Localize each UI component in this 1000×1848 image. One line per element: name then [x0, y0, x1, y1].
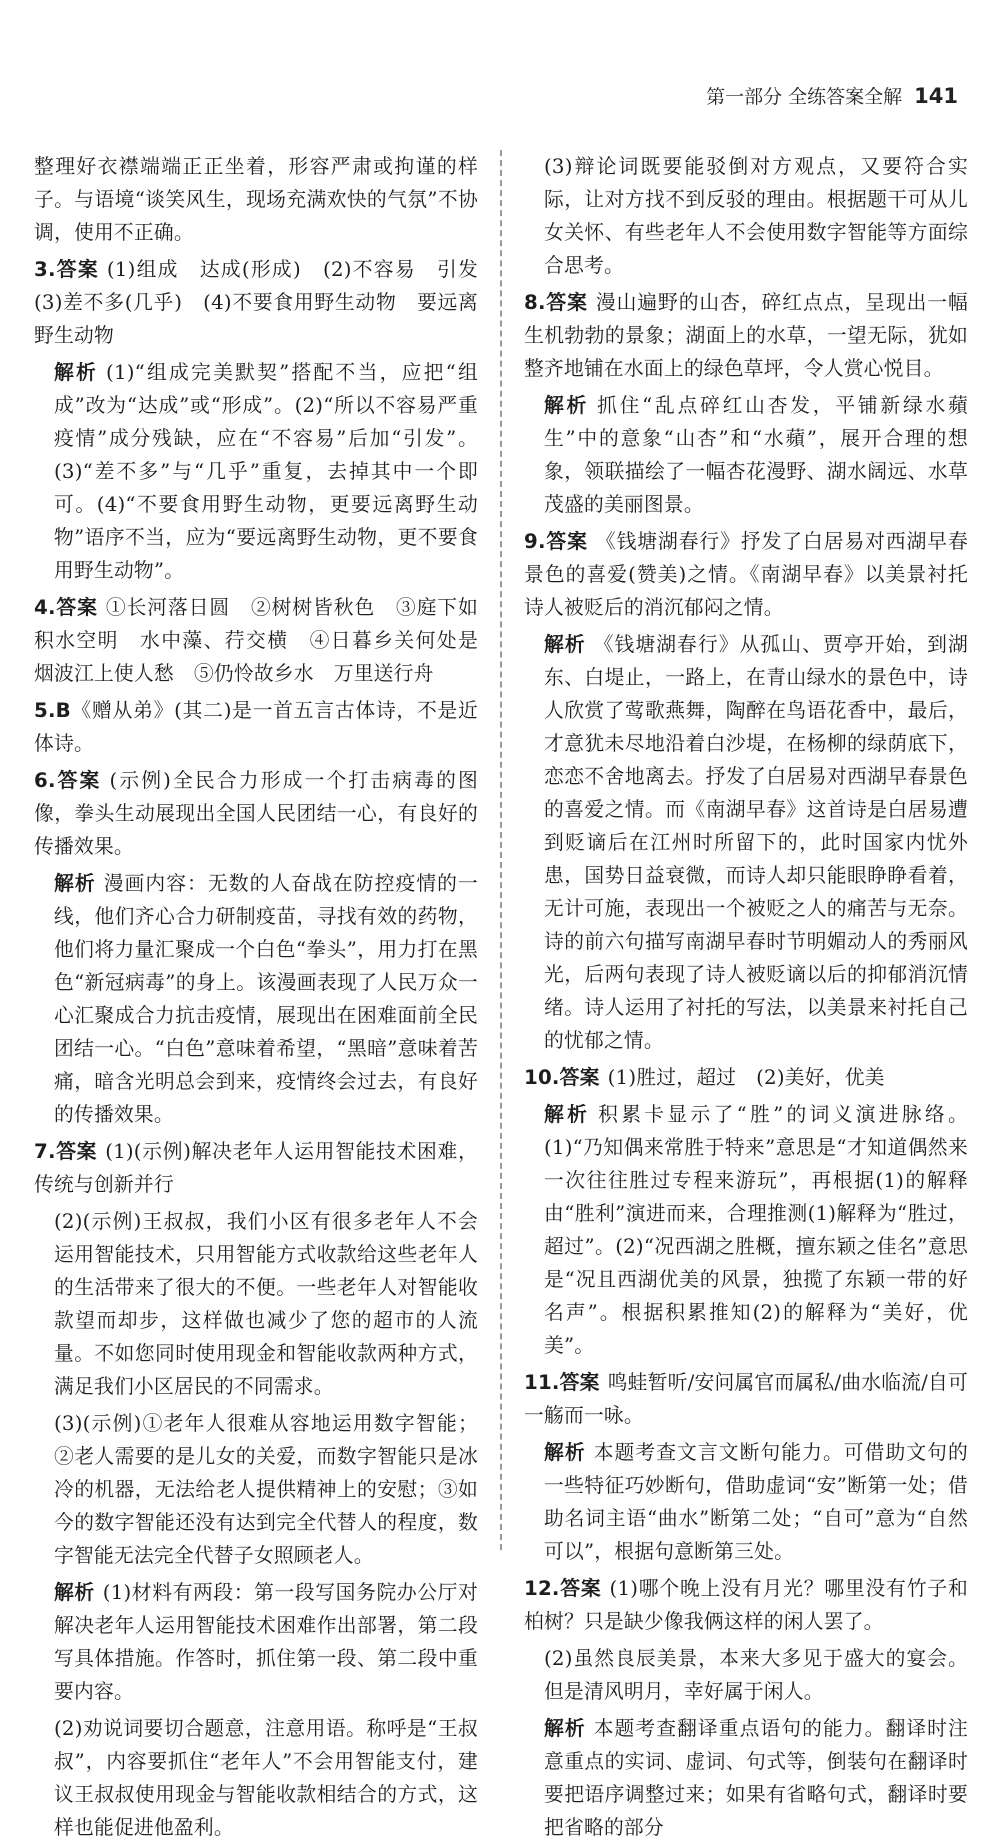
answer-label: 答案 — [559, 1371, 600, 1394]
answer-label: 答案 — [545, 530, 588, 553]
block-text: 积累卡显示了“胜”的词义演进脉络。(1)“乃知偶来常胜于特来”意思是“才知道偶然来一次往往胜过专程来游玩”，再根据(1)的解释由“胜利”演进而来，合理推测(1)解释为“胜过，超过”。(2)“况西湖之胜概，擅东颖之佳名”意思是“况且西湖优美的风景，独揽了东颖一带的好名声”。根据积累推知(2)的解释为“美好，优美”。 — [544, 1103, 968, 1357]
block-text: (1)材料有两段：第一段写国务院办公厅对解决老年人运用智能技术困难作出部署，第二段写具体措施。作答时，抓住第一段、第二段中重要内容。 — [54, 1581, 478, 1703]
block-text: (3)(示例)①老年人很难从容地运用数字智能；②老人需要的是儿女的关爱，而数字智能只是冰冷的机器，无法给老人提供精神上的安慰；③如今的数字智能还没有达到完全代替人的程度，数字智能无法完全代替子女照顾老人。 — [54, 1412, 478, 1567]
left-column — [34, 150, 498, 1848]
right-block-answer — [524, 1366, 968, 1432]
analysis-label: 解析 — [54, 1581, 95, 1604]
right-block-analysis — [524, 1098, 968, 1362]
analysis-label: 解析 — [54, 361, 99, 384]
answer-label: 答案 — [55, 258, 99, 281]
question-number: 7. — [34, 1140, 56, 1163]
right-block-analysis — [524, 1712, 968, 1844]
answer-label: 答案 — [559, 1066, 600, 1089]
left-block-para — [34, 1205, 478, 1403]
block-text: 整理好衣襟端端正正坐着，形容严肃或拘谨的样子。与语境“谈笑风生，现场充满欢快的气氛”不协调，使用不正确。 — [34, 155, 478, 244]
answer-label: 答案 — [559, 1577, 602, 1600]
block-text: 本题考查文言文断句能力。可借助文句的一些特征巧妙断句，借助虚词“安”断第一处；借助名词主语“曲水”断第二处；“自可”意为“自然可以”，根据句意断第三处。 — [544, 1441, 968, 1563]
analysis-label: 解析 — [544, 1717, 586, 1740]
block-text: 鸣蛙暂听/安问属官而属私/曲水临流/自可一觞而一咏。 — [524, 1371, 968, 1427]
right-block-answer — [524, 1572, 968, 1638]
block-text: 《钱塘湖春行》从孤山、贾亭开始，到湖东、白堤止，一路上，在青山绿水的景色中，诗人欣赏了莺歌燕舞，陶醉在鸟语花香中，最后，才意犹未尽地沿着白沙堤，在杨柳的绿荫底下，恋恋不舍地离去。抒发了白居易对西湖早春景色的喜爱之情。而《南湖早春》这首诗是白居易遭到贬谪后在江州时所留下的，此时国家内忧外患，国势日益衰微，而诗人却只能眼睁睁看着，无计可施，表现出一个被贬之人的痛苦与无奈。诗的前六句描写南湖早春时节明媚动人的秀丽风光，后两句表现了诗人被贬谪以后的抑郁消沉情绪。诗人运用了衬托的写法，以美景来衬托自己的忧郁之情。 — [544, 633, 968, 1052]
left-block-analysis — [34, 867, 478, 1131]
block-text: (1)胜过，超过 (2)美好，优美 — [607, 1066, 885, 1089]
left-block-answer — [34, 694, 478, 760]
block-text: (2)劝说词要切合题意，注意用语。称呼是“王叔叔”，内容要抓住“老年人”不会用智能支付，建议王叔叔使用现金与智能收款相结合的方式，这样也能促进他盈利。 — [54, 1717, 478, 1839]
left-block-answer — [34, 764, 478, 863]
right-block-para — [524, 150, 968, 282]
block-text: (1)(示例)解决老年人运用智能技术困难，传统与创新并行 — [34, 1140, 478, 1196]
block-text: (1)“组成完美默契”搭配不当，应把“组成”改为“达成”或“形成”。(2)“所以不容易严重疫情”成分残缺，应在“不容易”后加“引发”。(3)“差不多”与“几乎”重复，去掉其中一个即可。(4)“不要食用野生动物，更要远离野生动物”语序不当，应为“要远离野生动物，更不要食用野生动物”。 — [54, 361, 478, 582]
answer-label: 答案 — [545, 291, 588, 314]
block-text: (2)(示例)王叔叔，我们小区有很多老年人不会运用智能技术，只用智能方式收款给这些老年人的生活带来了很大的不便。一些老年人对智能收款望而却步，这样做也减少了您的超市的人流量。不如您同时使用现金和智能收款两种方式，满足我们小区居民的不同需求。 — [54, 1210, 478, 1398]
block-text: 《赠从弟》(其二)是一首五言古体诗，不是近体诗。 — [34, 699, 478, 755]
right-block-analysis — [524, 389, 968, 521]
question-number: 11. — [524, 1371, 560, 1394]
right-block-answer — [524, 1061, 968, 1094]
page-number: 141 — [914, 84, 958, 108]
right-column — [524, 150, 968, 1848]
right-block-answer — [524, 525, 968, 624]
answer-label: 答案 — [55, 1140, 98, 1163]
block-text: ①长河落日圆 ②树树皆秋色 ③庭下如积水空明 水中藻、荇交横 ④日暮乡关何处是 烟波江上使人愁 ⑤仍怜故乡水 万里送行舟 — [34, 596, 498, 685]
question-number: 9. — [524, 530, 546, 553]
question-number: 4. — [34, 596, 56, 619]
analysis-label: 解析 — [54, 872, 96, 895]
block-text: 漫山遍野的山杏，碎红点点，呈现出一幅生机勃勃的景象；湖面上的水草，一望无际，犹如整齐地铺在水面上的绿色草坪，令人赏心悦目。 — [524, 291, 968, 380]
section-title: 第一部分 全练答案全解 — [706, 86, 903, 108]
right-block-analysis — [524, 628, 968, 1057]
question-number: 10. — [524, 1066, 560, 1089]
left-block-para — [34, 1712, 478, 1844]
question-number: 12. — [524, 1577, 560, 1600]
left-block-answer — [34, 1135, 478, 1201]
left-block-analysis — [34, 356, 478, 587]
left-block-analysis — [34, 1576, 478, 1708]
left-block-cont — [34, 150, 478, 249]
question-number: 6. — [34, 769, 56, 792]
block-text: (3)辩论词既要能驳倒对方观点，又要符合实际，让对方找不到反驳的理由。根据题干可从儿女关怀、有些老年人不会使用数字智能等方面综合思考。 — [544, 155, 968, 277]
question-number: 8. — [524, 291, 546, 314]
left-block-answer — [34, 591, 498, 690]
block-text: (2)虽然良辰美景，本来大多见于盛大的宴会。但是清风明月，幸好属于闲人。 — [544, 1647, 968, 1703]
analysis-label: 解析 — [544, 1441, 586, 1464]
page-header — [706, 82, 958, 109]
right-block-answer — [524, 286, 968, 385]
block-text: 本题考查翻译重点语句的能力。翻译时注意重点的实词、虚词、句式等，倒装句在翻译时要把语序调整过来；如果有省略句式，翻译时要把省略的部分 — [544, 1717, 968, 1839]
block-text: (1)组成 达成(形成) (2)不容易 引发 (3)差不多(几乎) (4)不要食用野生动物 要远离野生动物 — [34, 258, 498, 347]
left-block-para — [34, 1407, 478, 1572]
right-block-analysis — [524, 1436, 968, 1568]
analysis-label: 解析 — [544, 394, 590, 417]
answer-label: 答案 — [55, 769, 102, 792]
block-text: 漫画内容：无数的人奋战在防控疫情的一线，他们齐心合力研制疫苗，寻找有效的药物，他们将力量汇聚成一个白色“拳头”，用力打在黑色“新冠病毒”的身上。该漫画表现了人民万众一心汇聚成合力抗击疫情，展现出在困难面前全民团结一心。“白色”意味着希望，“黑暗”意味着苦痛，暗含光明总会到来，疫情终会过去，有良好的传播效果。 — [54, 872, 478, 1126]
block-text: 抓住“乱点碎红山杏发，平铺新绿水蘋生”中的意象“山杏”和“水蘋”，展开合理的想象，领联描绘了一幅杏花漫野、湖水阔远、水草茂盛的美丽图景。 — [544, 394, 968, 516]
question-number: 5.B — [34, 699, 71, 722]
answer-label: 答案 — [55, 596, 98, 619]
analysis-label: 解析 — [544, 633, 586, 656]
left-block-answer — [34, 253, 498, 352]
analysis-label: 解析 — [544, 1103, 591, 1126]
column-divider — [500, 150, 502, 1550]
block-text: 《钱塘湖春行》抒发了白居易对西湖早春景色的喜爱(赞美)之情。《南湖早春》以美景衬托诗人被贬后的消沉郁闷之情。 — [524, 530, 968, 619]
right-block-para — [524, 1642, 968, 1708]
block-text: (1)哪个晚上没有月光？哪里没有竹子和柏树？只是缺少像我俩这样的闲人罢了。 — [524, 1577, 968, 1633]
question-number: 3. — [34, 258, 56, 281]
block-text: (示例)全民合力形成一个打击病毒的图像，拳头生动展现出全国人民团结一心，有良好的传播效果。 — [34, 769, 478, 858]
